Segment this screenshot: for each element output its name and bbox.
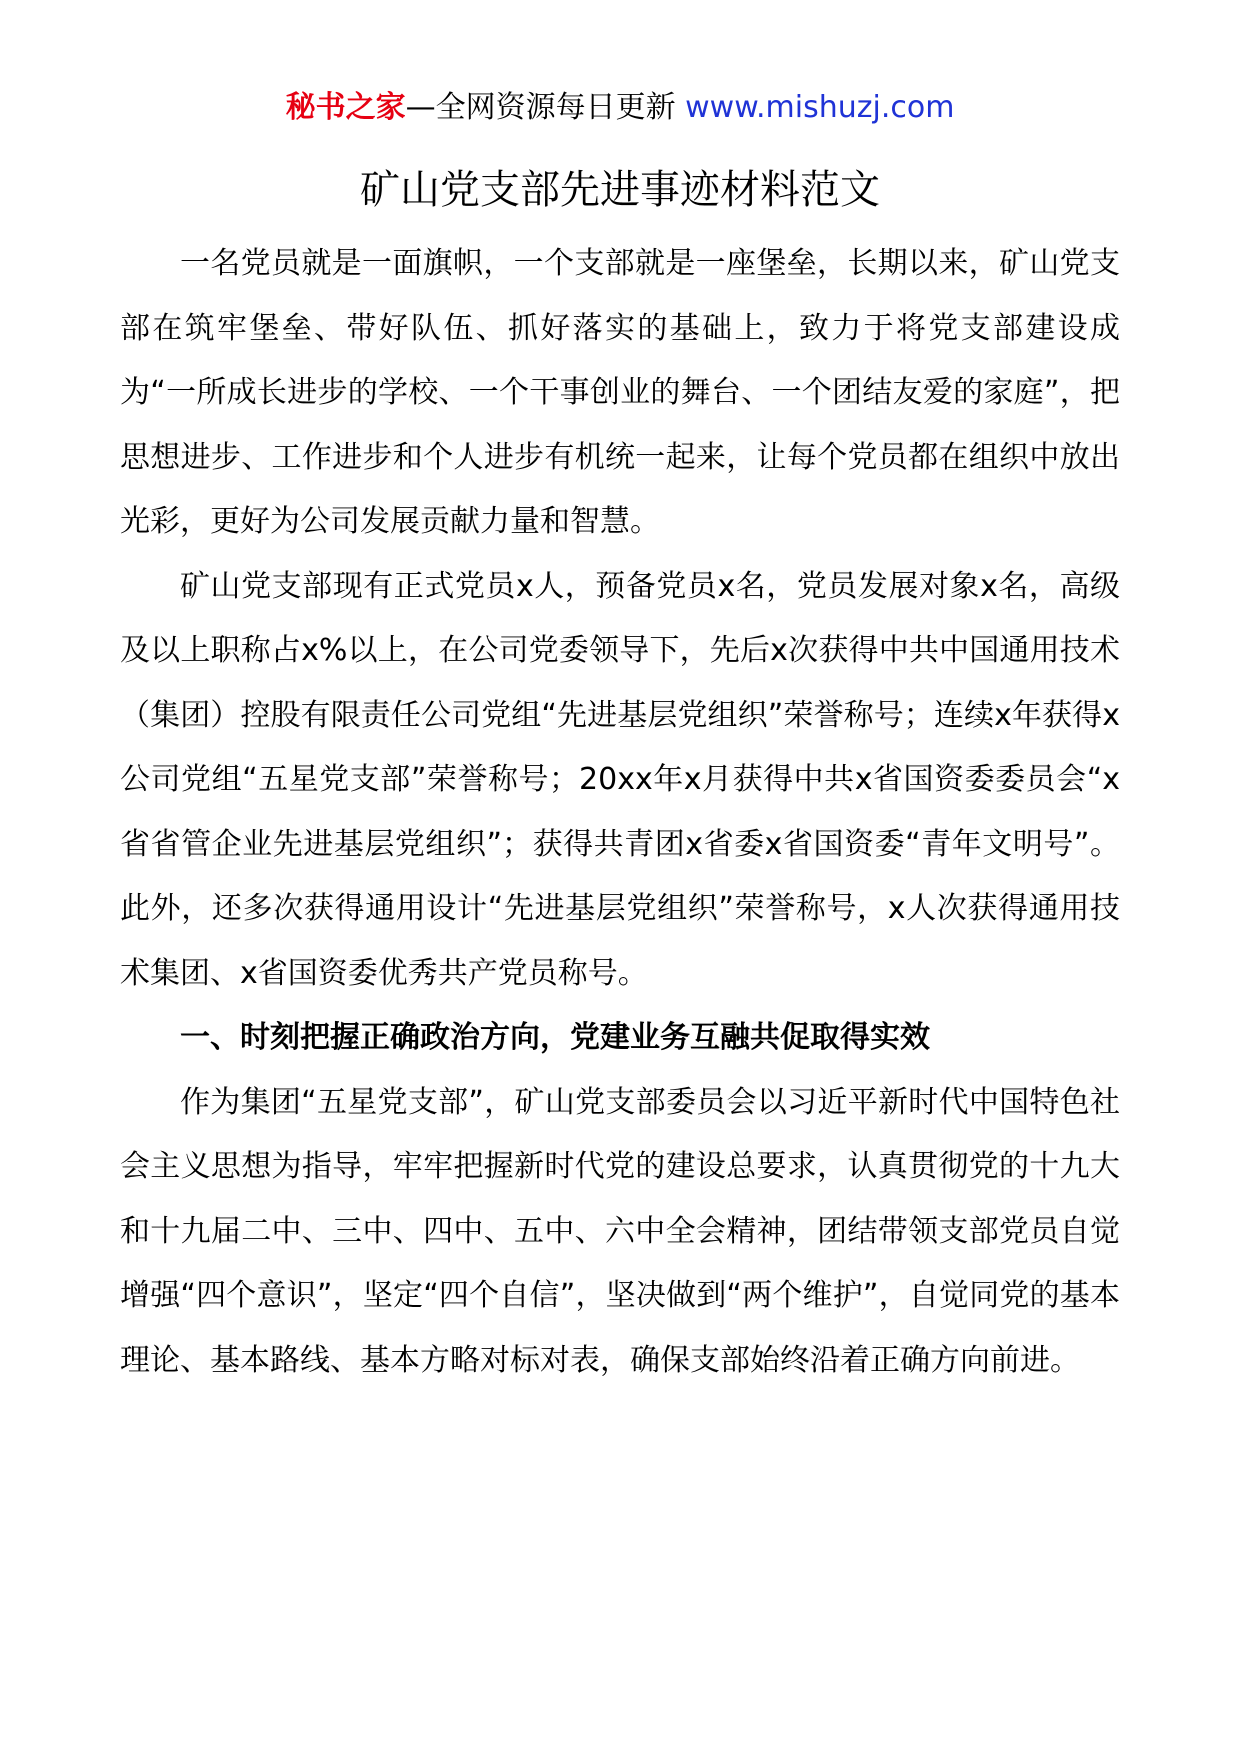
site-slogan: —全网资源每日更新 [405,90,686,125]
document-body [120,232,1120,1393]
site-url-link[interactable]: www.mishuzj.com [685,90,955,125]
document-title: 矿山党支部先进事迹材料范文 [360,167,880,213]
paragraph: 作为集团“五星党支部”，矿山党支部委员会以习近平新时代中国特色社会主义思想为指导，牢牢把握新时代党的建设总要求，认真贯彻党的十九大和十九届二中、三中、四中、五中、六中全会精神，团结带领支部党员自觉增强“四个意识”，坚定“四个自信”，坚决做到“两个维护”，自觉同党的基本理论、基本路线、基本方略对标对表，确保支部始终沿着正确方向前进。 [120,1084,1120,1378]
brand-name: 秘书之家 [285,90,406,125]
site-header [0,86,1240,130]
section-heading: 一、时刻把握正确政治方向，党建业务互融共促取得实效 [180,1020,930,1055]
paragraph: 矿山党支部现有正式党员x人，预备党员x名，党员发展对象x名，高级及以上职称占x%以上，在公司党委领导下，先后x次获得中共中国通用技术（集团）控股有限责任公司党组“先进基层党组织”荣誉称号；连续x年获得x公司党组“五星党支部”荣誉称号；20xx年x月获得中共x省国资委委员会“x省省管企业先进基层党组织”；获得共青团x省委x省国资委“青年文明号”。此外，还多次获得通用设计“先进基层党组织”荣誉称号，x人次获得通用技术集团、x省国资委优秀共产党员称号。 [120,568,1120,991]
paragraph: 一名党员就是一面旗帜，一个支部就是一座堡垒，长期以来，矿山党支部在筑牢堡垒、带好队伍、抓好落实的基础上，致力于将党支部建设成为“一所成长进步的学校、一个干事创业的舞台、一个团结友爱的家庭”，把思想进步、工作进步和个人进步有机统一起来，让每个党员都在组织中放出光彩，更好为公司发展贡献力量和智慧。 [120,246,1120,539]
